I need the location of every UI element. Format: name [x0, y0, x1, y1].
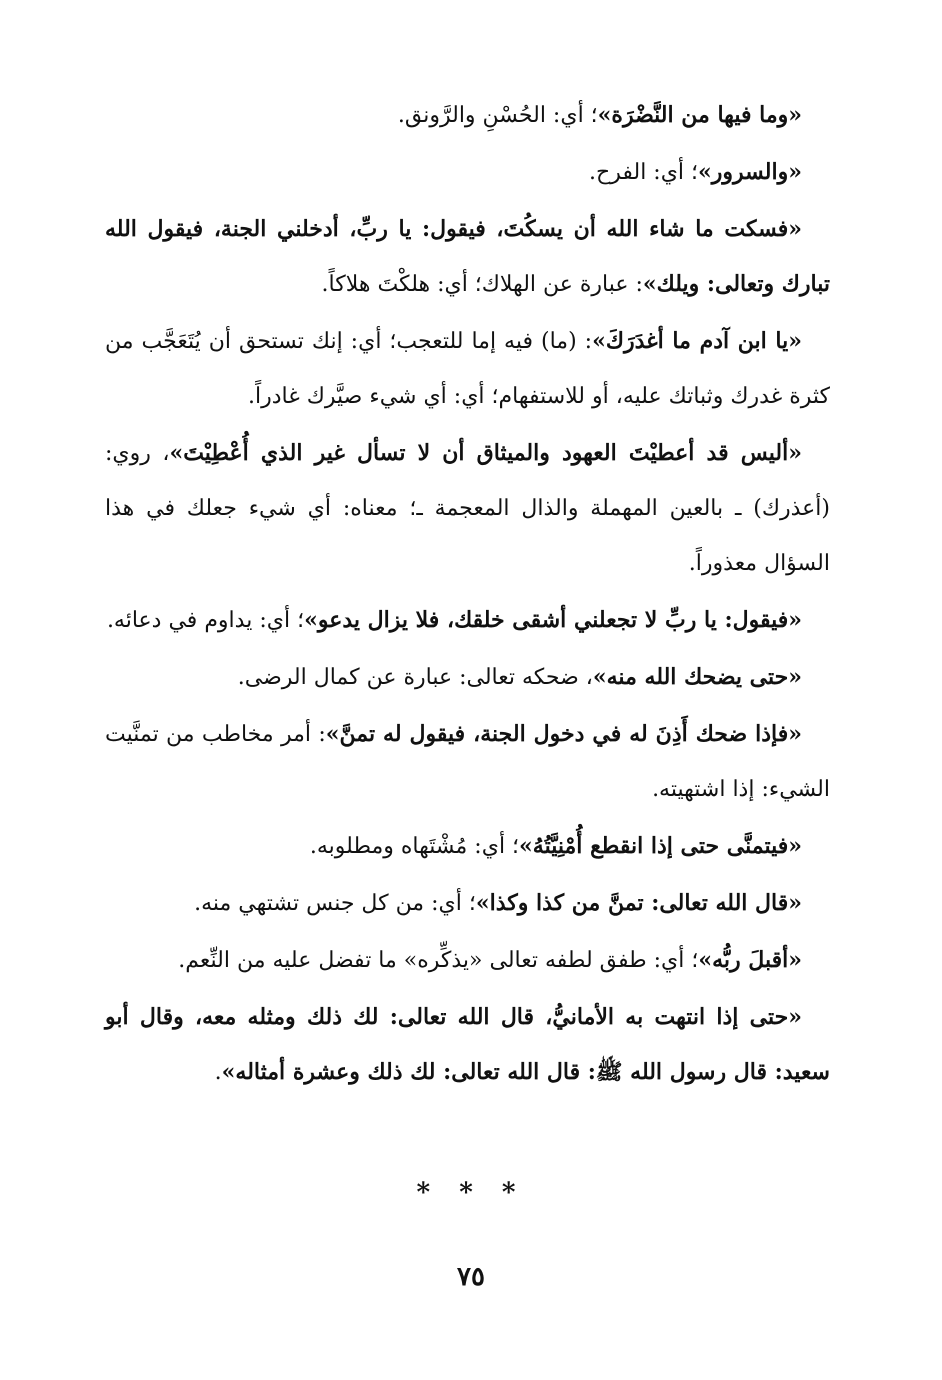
- commentary-text: : عبارة عن الهلاك؛ أي: هلكْتَ هلاكاً.: [321, 272, 643, 297]
- quoted-phrase: «يا ابن آدم ما أغدَرَكَ»: [592, 328, 802, 354]
- quoted-phrase: «فإذا ضحك أَذِنَ له في دخول الجنة، فيقول له تمنَّ»: [325, 721, 802, 747]
- commentary-text: : (ما) فيه إما للتعجب؛ أي: إنك تستحق أن يُتَعَجَّب من كثرة غدرك وثباتك عليه، أو للاستفهام؛ أي: أي شيء صيَّرك غادراً.: [105, 329, 830, 409]
- quoted-phrase: «فيتمنَّى حتى إذا انقطع أُمْنِيَّتُهُ»: [519, 833, 802, 859]
- paragraph-2: [105, 145, 830, 200]
- commentary-text: ، روي: (أعذرك) ـ بالعين المهملة والذال المعجمة ـ؛ معناه: أي شيء جعلك في هذا السؤال معذوراً.: [105, 441, 830, 576]
- commentary-text: ؛ أي: طفق لطفه تعالى «يذكِّره» ما تفضل عليه من النِّعم.: [178, 948, 699, 973]
- quoted-phrase: «قال الله تعالى: تمنَّ من كذا وكذا»: [475, 890, 802, 916]
- quoted-phrase: «حتى إذا انتهت به الأمانيُّ، قال الله تعالى: لك ذلك ومثله معه، وقال أبو سعيد: قال رسول الله ﷺ: قال الله تعالى: لك ذلك وعشرة أمثاله»: [105, 1004, 830, 1085]
- commentary-text: ، ضحكه تعالى: عبارة عن كمال الرضى.: [237, 665, 593, 690]
- paragraph-6: [105, 593, 830, 648]
- commentary-text: ؛ أي: يداوم في دعائه.: [106, 608, 305, 633]
- quoted-phrase: «فيقول: يا ربِّ لا تجعلني أشقى خلقك، فلا يزال يدعو»: [304, 607, 802, 633]
- quoted-phrase: «حتى يضحك الله منه»: [592, 664, 802, 690]
- commentary-text: ؛ أي: الفرح.: [589, 160, 699, 185]
- quoted-phrase: «أقبلَ ربُّه»: [698, 947, 802, 973]
- paragraph-8: [105, 707, 830, 817]
- commentary-text: ؛ أي: من كل جنس تشتهي منه.: [194, 891, 476, 916]
- quoted-phrase: «وما فيها من النَّضْرَة»: [597, 102, 802, 128]
- paragraph-3: [105, 202, 830, 312]
- commentary-text: ؛ أي: الحُسْنِ والرَّونق.: [397, 103, 598, 128]
- paragraph-9: [105, 819, 830, 874]
- commentary-text: ؛ أي: مُشْتَهاه ومطلوبه.: [309, 834, 520, 859]
- paragraph-4: [105, 314, 830, 424]
- paragraph-5: [105, 426, 830, 591]
- paragraph-11: [105, 933, 830, 988]
- commentary-text: : أمر مخاطب من تمنَّيت الشيء: إذا اشتهيته.: [105, 722, 830, 802]
- quoted-phrase: «أليس قد أعطيْتَ العهود والميثاق أن لا تسأل غير الذي أُعْطِيْتَ»: [169, 440, 802, 466]
- quoted-phrase: «والسرور»: [698, 159, 802, 185]
- paragraph-10: [105, 876, 830, 931]
- section-separator: * * *: [416, 1178, 526, 1208]
- page-body: [105, 88, 830, 1102]
- quoted-phrase: «فسكت ما شاء الله أن يسكُتَ، فيقول: يا ربِّ، أدخلني الجنة، فيقول الله تبارك وتعالى: ويلك»: [105, 216, 830, 297]
- page-number: ٧٥: [457, 1262, 485, 1292]
- commentary-text: .: [214, 1060, 222, 1085]
- paragraph-1: [105, 88, 830, 143]
- paragraph-7: [105, 650, 830, 705]
- paragraph-12: [105, 990, 830, 1100]
